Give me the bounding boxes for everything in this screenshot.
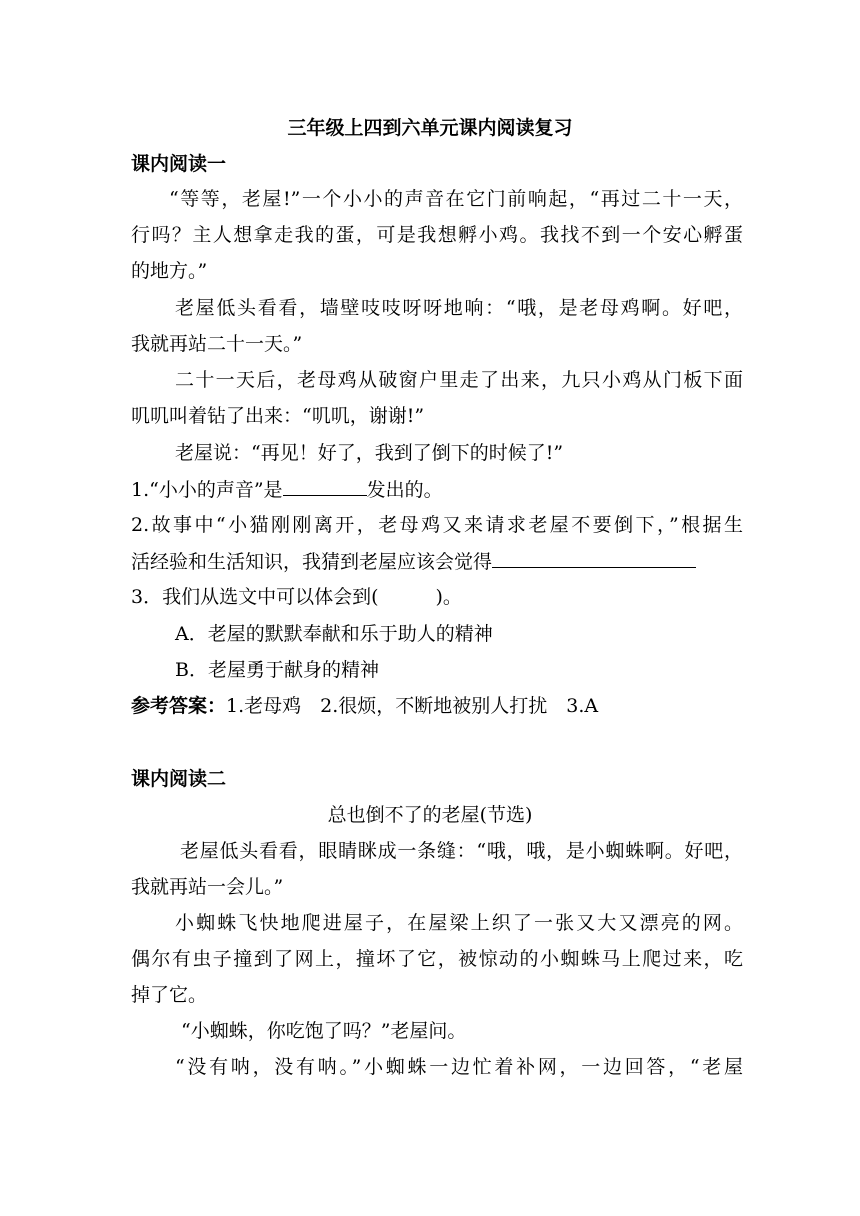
section2-subtitle: 总也倒不了的老屋(节选) [327, 804, 533, 826]
section2-paragraph3-line1: “小蜘蛛，你吃饱了吗？”老屋问。 [181, 1020, 467, 1042]
document-title: 三年级上四到六单元课内阅读复习 [287, 117, 573, 139]
section2-paragraph1-line2: 我就再站一会儿。” [131, 876, 284, 898]
question-1 [131, 477, 743, 502]
section1-paragraph1-line1: “等等，老屋!”一个小小的声音在它门前响起，“再过二十一天， [169, 188, 743, 210]
question-1-text: 1.“小小的声音”是 [131, 479, 283, 501]
section2-heading: 课内阅读二 [131, 768, 227, 790]
question-3-option-a: A．老屋的默默奉献和乐于助人的精神 [175, 623, 493, 645]
question-1-tail: 发出的。 [366, 479, 443, 501]
question-3: 3．我们从选文中可以体会到( )。 [131, 586, 462, 608]
question-2-text: 活经验和生活知识，我猜到老屋应该会觉得 [131, 551, 493, 573]
answer-key-text: 1.老母鸡 2.很烦，不断地被别人打扰 3.A [226, 695, 599, 717]
section1-paragraph1-line2: 行吗？主人想拿走我的蛋，可是我想孵小鸡。我找不到一个安心孵蛋 [131, 224, 743, 246]
section2-paragraph2-line3: 掉了它。 [131, 984, 208, 1006]
section1-paragraph2-line2: 我就再站二十一天。” [131, 333, 303, 355]
section2-paragraph2-line1: 小蜘蛛飞快地爬进屋子，在屋梁上织了一张又大又漂亮的网。 [175, 912, 743, 934]
question-1-blank [283, 477, 367, 496]
section1-paragraph3-line1: 二十一天后，老母鸡从破窗户里走了出来，九只小鸡从门板下面 [175, 369, 743, 391]
question-3-option-b: B．老屋勇于献身的精神 [175, 659, 379, 681]
section1-heading: 课内阅读一 [131, 153, 227, 175]
section1-paragraph2-line1: 老屋低头看看，墙壁吱吱呀呀地响：“哦，是老母鸡啊。好吧， [175, 297, 743, 319]
section2-paragraph4-line1: “没有呐，没有呐。”小蜘蛛一边忙着补网，一边回答，“老屋 [175, 1056, 743, 1078]
section1-paragraph1-line3: 的地方。” [131, 260, 208, 282]
answer-key [131, 694, 743, 718]
section1-paragraph4-line1: 老屋说：“再见！好了，我到了倒下的时候了!” [175, 442, 564, 464]
question-2-line1: 2.故事中“小猫刚刚离开，老母鸡又来请求老屋不要倒下，”根据生 [131, 514, 743, 536]
section2-paragraph1-line1: 老屋低头看看，眼睛眯成一条缝：“哦，哦，是小蜘蛛啊。好吧， [180, 840, 743, 862]
section2-paragraph2-line2: 偶尔有虫子撞到了网上，撞坏了它，被惊动的小蜘蛛马上爬过来，吃 [131, 948, 743, 970]
answer-key-label: 参考答案： [131, 695, 227, 717]
question-2-blank [492, 549, 696, 568]
question-2-line2 [131, 549, 743, 574]
section1-paragraph3-line2: 叽叽叫着钻了出来：“叽叽，谢谢!” [131, 405, 425, 427]
